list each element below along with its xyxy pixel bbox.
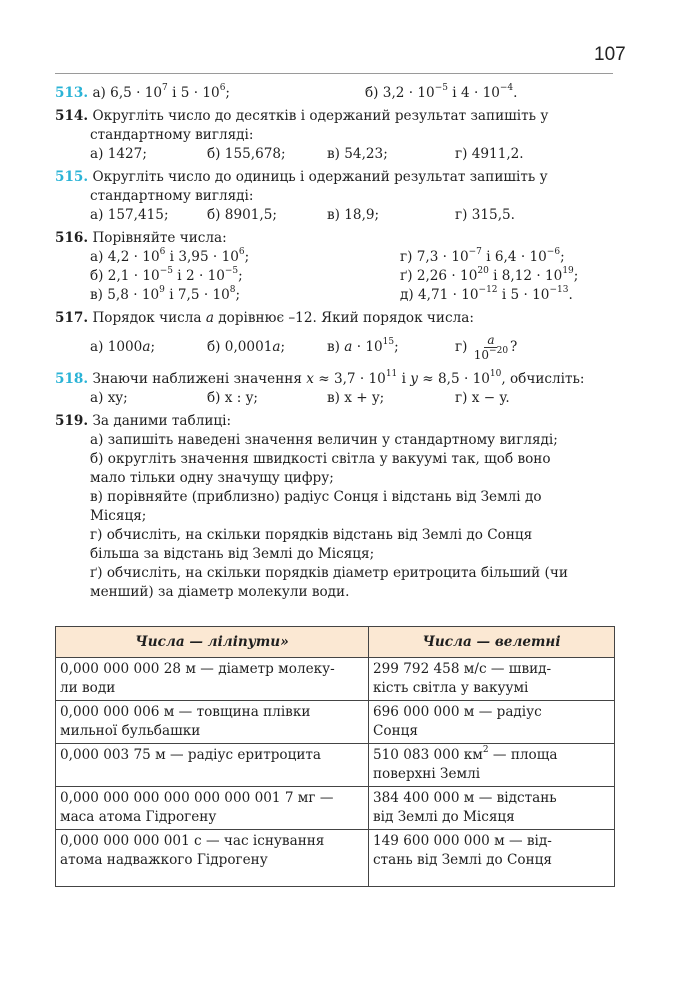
exercises: [55, 84, 615, 606]
exercise-number: 519.: [55, 413, 89, 429]
table-row: 0,000 000 000 28 м — діаметр молеку- ли води 299 792 458 м/с — швид- кість світла у вакуумі: [56, 658, 615, 701]
table-row: 0,000 000 006 м — товщина плівки мильної бульбашки 696 000 000 м — радіус Сонця: [56, 701, 615, 744]
column-header: Числа — ліліпути»: [56, 627, 369, 658]
table-row: 0,000 000 000 000 000 000 001 7 мг — маса атома Гідрогену 384 400 000 м — відстань від Землі до Місяця: [56, 787, 615, 830]
exercise-number: 513.: [55, 85, 89, 101]
exercise-516: 516. Порівняйте числа: а) $4,2 \cdot 10^6$ і $3,95 \cdot 10^6$; г) $7,3 \cdot 10^{-7}$ і $6,4 \cdot 10^{-6}$; б) $2,1 \cdot 10^{-5}$ і $2 \cdot 10^{-5}$; ґ) $2,26 \cdot 10^{20}$ і $8,12 \cdot 10^{19}$; в) $5,8 \cdot 10^9$ і $7,5 \cdot 10^8$; д) $4,71 \cdot 10^{-12}$ і $5 \cdot 10^{-13}$.: [55, 230, 579, 303]
exercise-number: 517.: [55, 310, 89, 326]
fraction: $\frac{a}{10^{-20}}$: [473, 332, 509, 362]
exercise-number: 514.: [55, 108, 89, 124]
exercise-number: 516.: [55, 230, 89, 246]
exercise-513: 513. а) $6,5 \cdot 10^7$ і $5 \cdot 10^6$; б) $3,2 \cdot 10^{-5}$ і $4 \cdot 10^{-4}$.: [55, 83, 518, 101]
exercise-519: 519. За даними таблиці: а) запишіть наведені значення величин у стандартному вигляді; б) округліть значення швидкості світла у вакуумі так, щоб воно мало тільки одну значущу цифру; в) порівняйте (приблизно) радіус Сонця і відстань від Землі до Місяця; г) обчисліть, на скільки порядків відстань від Землі до Сонця більша за відстань від Землі до Місяця; ґ) обчисліть, на скільки порядків діаметр еритроцита більший (чи менший) за діаметр молекули води.: [55, 413, 568, 600]
data-table: [55, 626, 615, 887]
exercise-518: 518. Знаючи наближені значення $x \approx 3,7 \cdot 10^{11}$ і $y \approx 8,5 \cdot 10^{10}$, обчисліть: а) xy; б) x : y; в) x + y; г) x − y.: [55, 369, 585, 406]
exercise-517: 517. Порядок числа a дорівнює –12. Який порядок числа: а) 1000a; б) 0,0001a; в) $a \cdot 10^{15}$; г) $\frac{a}{10^{-20}}$ ?: [55, 310, 518, 362]
exercise-514: 514. Округліть число до десятків і одержаний результат запишіть у стандартному вигляді: а) 1427; б) 155,678; в) 54,23; г) 4911,2.: [55, 108, 549, 162]
table-header-row: [56, 627, 615, 658]
exercise-number: 518.: [55, 371, 89, 387]
header-divider: [55, 73, 613, 74]
table-row: 0,000 000 000 001 с — час існування атома надважкого Гідрогену 149 600 000 000 м — від- стань від Землі до Сонця: [56, 830, 615, 887]
table-row: 0,000 003 75 м — радіус еритроцита 510 083 000 $км^2$ — площа поверхні Землі: [56, 744, 615, 787]
exercise-515: 515. Округліть число до одиниць і одержаний результат запишіть у стандартному вигляді: а) 157,415; б) 8901,5; в) 18,9; г) 315,5.: [55, 169, 548, 223]
page-number: 107: [594, 44, 626, 65]
exercise-number: 515.: [55, 169, 89, 185]
column-header: Числа — велетні: [369, 627, 615, 658]
